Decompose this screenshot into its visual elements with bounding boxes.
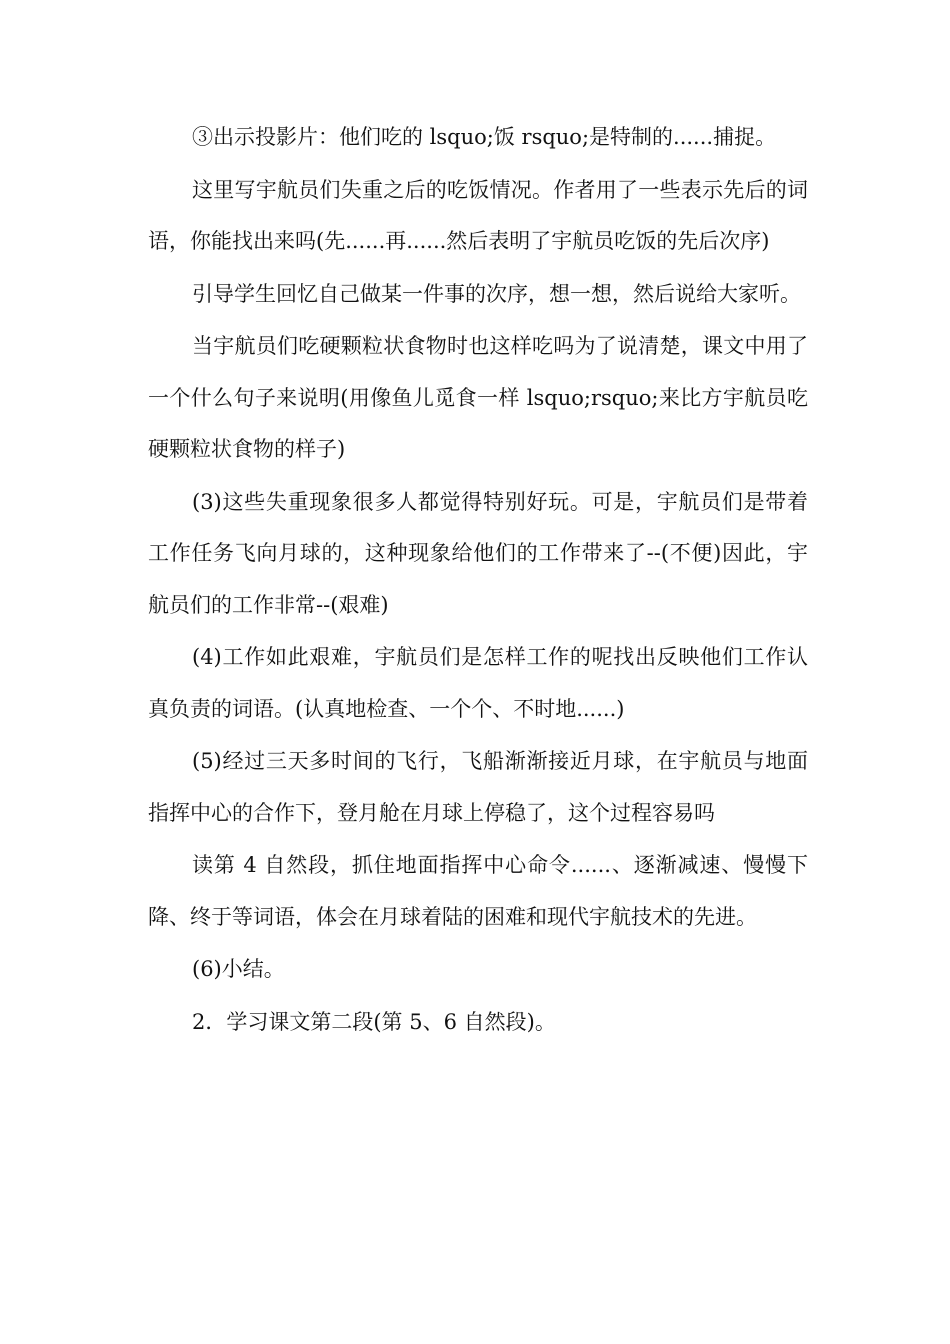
paragraph-careful-work: (4)工作如此艰难，宇航员们是怎样工作的呢找出反映他们工作认真负责的词语。(认真地检查、一个个、不时地......) <box>148 645 808 721</box>
document-body <box>148 112 808 1049</box>
paragraph-summary: (6)小结。 <box>192 957 285 981</box>
paragraph-projection: ③出示投影片：他们吃的 lsquo;饭 rsquo;是特制的......捕捉。 <box>192 125 777 149</box>
paragraph-landing: 读第 4 自然段，抓住地面指挥中心命令......、逐渐减速、慢慢下降、终于等词语，体会在月球着陆的困难和现代宇航技术的先进。 <box>148 853 808 929</box>
paragraph-approach-moon: (5)经过三天多时间的飞行，飞船渐渐接近月球，在宇航员与地面指挥中心的合作下，登月舱在月球上停稳了，这个过程容易吗 <box>148 749 808 825</box>
paragraph-section-two: 2．学习课文第二段(第 5、6 自然段)。 <box>192 1009 556 1034</box>
paragraph-weightless-work: (3)这些失重现象很多人都觉得特别好玩。可是，宇航员们是带着工作任务飞向月球的，这种现象给他们的工作带来了--(不便)因此，宇航员们的工作非常--(艰难) <box>148 489 808 617</box>
paragraph-recall-order: 引导学生回忆自己做某一件事的次序，想一想，然后说给大家听。 <box>192 281 801 306</box>
paragraph-hard-food: 当宇航员们吃硬颗粒状食物时也这样吃吗为了说清楚，课文中用了一个什么句子来说明(用像鱼儿觅食一样 lsquo;rsquo;来比方宇航员吃硬颗粒状食物的样子) <box>148 334 808 461</box>
paragraph-eating-order: 这里写宇航员们失重之后的吃饭情况。作者用了一些表示先后的词语，你能找出来吗(先......再......然后表明了宇航员吃饭的先后次序) <box>148 177 808 253</box>
